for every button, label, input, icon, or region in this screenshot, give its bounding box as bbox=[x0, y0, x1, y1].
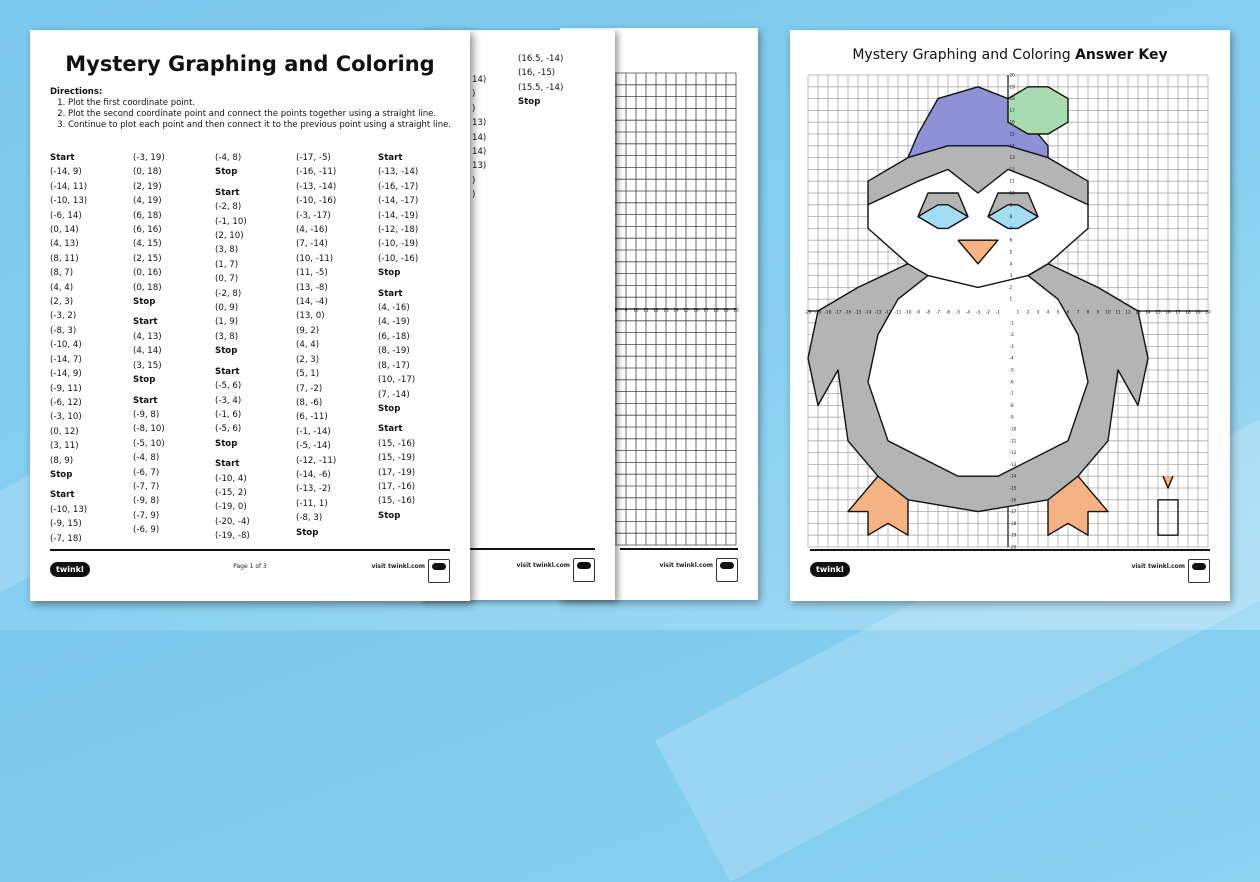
start-label: Start bbox=[50, 490, 75, 501]
coordinate-column bbox=[133, 151, 165, 538]
start-label: Start bbox=[215, 187, 240, 198]
x-tick-label: 10 bbox=[633, 307, 639, 313]
coordinate-pair: (0, 14) bbox=[50, 225, 79, 236]
x-tick-label: 14 bbox=[673, 307, 679, 313]
y-tick-label: 5 bbox=[1009, 249, 1013, 255]
x-tick-label: 5 bbox=[1056, 309, 1060, 315]
coordinate-pair: (1, 7) bbox=[215, 259, 239, 270]
coordinate-pair: (-2, 8) bbox=[215, 202, 242, 213]
y-tick-label: -8 bbox=[1009, 402, 1014, 408]
coordinate-column bbox=[378, 151, 418, 523]
y-tick-label: -6 bbox=[1009, 379, 1014, 385]
coordinate-pair: (4, 13) bbox=[50, 239, 79, 250]
quality-badge-icon bbox=[428, 559, 450, 583]
x-tick-label: -13 bbox=[874, 309, 882, 315]
coordinate-pair: ) bbox=[472, 190, 476, 201]
x-tick-label: 19 bbox=[723, 307, 729, 313]
x-tick-label: 19 bbox=[1195, 309, 1201, 315]
coordinate-pair: (4, -16) bbox=[378, 303, 410, 314]
coordinate-pair: (5, 1) bbox=[296, 369, 320, 380]
x-tick-label: -7 bbox=[935, 309, 941, 315]
footer-website[interactable]: visit twinkl.com bbox=[516, 562, 570, 569]
coordinate-pair: (-6, 12) bbox=[50, 397, 82, 408]
y-tick-label: -13 bbox=[1009, 461, 1017, 467]
y-tick-label: -14 bbox=[1009, 473, 1017, 479]
y-tick-label: -17 bbox=[1009, 509, 1017, 515]
y-tick-label: 2 bbox=[1009, 284, 1013, 290]
coordinate-pair: (-1, 6) bbox=[215, 409, 242, 420]
y-tick-label: 14 bbox=[1009, 143, 1015, 149]
coordinate-pair: (-7, 7) bbox=[133, 481, 160, 492]
stop-label: Stop bbox=[215, 438, 238, 449]
coordinate-pair: (-3, -17) bbox=[296, 210, 331, 221]
twinkl-logo[interactable]: twinkl bbox=[50, 562, 90, 577]
coordinate-pair: (10, -11) bbox=[296, 253, 334, 264]
coordinate-pair: (2, 19) bbox=[133, 181, 162, 192]
y-tick-label: 18 bbox=[1009, 96, 1015, 102]
y-tick-label: -9 bbox=[1009, 414, 1014, 420]
x-tick-label: 8 bbox=[1086, 309, 1090, 315]
coordinate-pair: (-5, -14) bbox=[296, 441, 331, 452]
shape-fill-white bbox=[868, 276, 1088, 477]
coordinate-pair: ) bbox=[472, 103, 476, 114]
coordinate-pair: (8, -17) bbox=[378, 360, 410, 371]
coordinate-pair: (2, 10) bbox=[215, 231, 244, 242]
x-tick-label: -2 bbox=[985, 309, 991, 315]
coordinate-pair: (6, 18) bbox=[133, 210, 162, 221]
coordinate-pair: (-5, 6) bbox=[215, 424, 242, 435]
title-bold: Answer Key bbox=[1075, 47, 1168, 63]
y-tick-label: -4 bbox=[1009, 355, 1014, 361]
y-tick-label: -15 bbox=[1009, 485, 1017, 491]
quality-badge-icon bbox=[1188, 559, 1210, 583]
coordinate-pair: (-8, 3) bbox=[50, 325, 77, 336]
coordinate-pair: (2, 3) bbox=[296, 354, 320, 365]
x-tick-label: 12 bbox=[1125, 309, 1131, 315]
x-tick-label: -5 bbox=[955, 309, 961, 315]
y-tick-label: 7 bbox=[1009, 225, 1013, 231]
coordinate-pair: (6, 16) bbox=[133, 225, 162, 236]
start-label: Start bbox=[50, 153, 75, 163]
coordinate-pair: (4, 4) bbox=[296, 340, 320, 351]
y-tick-label: -18 bbox=[1009, 520, 1017, 526]
y-tick-label: 15 bbox=[1009, 131, 1015, 137]
x-tick-label: 14 bbox=[1145, 309, 1151, 315]
coordinate-column bbox=[518, 52, 563, 110]
direction-step: 2. Plot the second coordinate point and connect the points together using a straight line. bbox=[68, 109, 451, 120]
x-tick-label: 20 bbox=[1205, 309, 1211, 315]
x-tick-label: -6 bbox=[945, 309, 951, 315]
coordinate-pair: (-14, -17) bbox=[378, 196, 419, 207]
x-tick-label: -18 bbox=[824, 309, 832, 315]
x-tick-label: -14 bbox=[864, 309, 872, 315]
y-tick-label: 12 bbox=[1009, 166, 1015, 172]
coordinate-pair: (6, -11) bbox=[296, 412, 328, 423]
start-label: Start bbox=[215, 366, 240, 377]
x-tick-label: -8 bbox=[925, 309, 931, 315]
coordinate-pair: (-16, -17) bbox=[378, 181, 419, 192]
stop-label: Stop bbox=[378, 403, 401, 414]
coordinate-pair: (17, -19) bbox=[378, 467, 416, 478]
answer-key-grid bbox=[804, 72, 1211, 550]
x-tick-label: 2 bbox=[1026, 309, 1030, 315]
coordinate-pair: (4, 4) bbox=[50, 282, 74, 293]
coordinate-pair: (1, 9) bbox=[215, 317, 239, 328]
y-tick-label: 20 bbox=[1009, 72, 1015, 78]
stop-label: Stop bbox=[50, 469, 73, 480]
x-tick-label: 16 bbox=[693, 307, 699, 313]
coordinate-pair: (0, 18) bbox=[133, 167, 162, 178]
coordinate-pair: (-10, 4) bbox=[215, 473, 247, 484]
coordinate-pair: (-14, -6) bbox=[296, 469, 331, 480]
x-tick-label: -20 bbox=[804, 309, 812, 315]
answer-key-page bbox=[790, 30, 1230, 601]
y-tick-label: 1 bbox=[1009, 296, 1013, 302]
coordinate-pair: (15, -16) bbox=[378, 496, 416, 507]
x-tick-label: 20 bbox=[733, 307, 739, 313]
coordinate-pair: (13, -8) bbox=[296, 282, 328, 293]
stop-label: Stop bbox=[296, 527, 319, 538]
footer-website[interactable]: visit twinkl.com bbox=[1131, 563, 1185, 570]
x-tick-label: 18 bbox=[713, 307, 719, 313]
stop-label: Stop bbox=[133, 297, 156, 308]
coordinate-pair: (3, 8) bbox=[215, 331, 239, 342]
start-label: Start bbox=[133, 317, 158, 328]
y-tick-label: 4 bbox=[1009, 261, 1013, 267]
answer-key-title bbox=[790, 47, 1230, 63]
x-tick-label: 17 bbox=[703, 307, 709, 313]
coordinate-pair: (-4, 8) bbox=[215, 153, 242, 163]
coordinate-column bbox=[215, 151, 250, 544]
y-tick-label: 10 bbox=[1009, 190, 1015, 196]
x-tick-label: -16 bbox=[844, 309, 852, 315]
y-tick-label: -12 bbox=[1009, 450, 1017, 456]
y-tick-label: -3 bbox=[1009, 343, 1014, 349]
coordinate-pair: (-11, 1) bbox=[296, 498, 328, 509]
coordinate-pair: ) bbox=[472, 89, 476, 100]
coordinate-pair: (-6, 14) bbox=[50, 210, 82, 221]
coordinate-pair: (-3, 10) bbox=[50, 412, 82, 423]
coordinate-pair: (-14, -19) bbox=[378, 210, 419, 221]
coordinate-pair: (6, -18) bbox=[378, 331, 410, 342]
coordinate-pair: (-15, 2) bbox=[215, 487, 247, 498]
y-tick-label: 13 bbox=[1009, 155, 1015, 161]
coordinate-pair: (0, 18) bbox=[133, 282, 162, 293]
y-tick-label: -7 bbox=[1009, 391, 1014, 397]
coordinate-pair: (9, 2) bbox=[296, 325, 320, 336]
footer-divider bbox=[470, 548, 595, 550]
y-tick-label: 11 bbox=[1009, 178, 1015, 184]
coordinate-pair: (11, -5) bbox=[296, 268, 328, 279]
x-tick-label: 7 bbox=[1076, 309, 1080, 315]
coordinate-pair: ) bbox=[472, 175, 476, 186]
coordinate-pair: (3, 15) bbox=[133, 360, 162, 371]
coordinate-pair: (-16, -11) bbox=[296, 167, 337, 178]
start-label: Start bbox=[378, 288, 403, 299]
coordinate-pair: (15, -19) bbox=[378, 453, 416, 464]
coordinate-pair: (-3, 2) bbox=[50, 311, 77, 322]
coordinate-pair: (-8, 10) bbox=[133, 424, 165, 435]
coordinate-pair: (0, 12) bbox=[50, 426, 79, 437]
footer-website[interactable]: visit twinkl.com bbox=[371, 563, 425, 570]
coordinate-pair: 13) bbox=[472, 118, 487, 129]
coordinate-pair: (3, 8) bbox=[215, 245, 239, 256]
x-tick-label: 10 bbox=[1105, 309, 1111, 315]
coordinate-pair: 13) bbox=[472, 161, 487, 172]
y-tick-label: 8 bbox=[1009, 214, 1013, 220]
coordinate-pair: (-7, 18) bbox=[50, 533, 82, 544]
coordinate-pair: (-10, -16) bbox=[378, 253, 419, 264]
coordinate-pair: (4, 19) bbox=[133, 196, 162, 207]
coordinate-pair: (17, -16) bbox=[378, 481, 416, 492]
coordinate-pair: (-1, -14) bbox=[296, 426, 331, 437]
x-tick-label: 17 bbox=[1175, 309, 1181, 315]
x-tick-label: -9 bbox=[915, 309, 921, 315]
coordinate-column bbox=[50, 151, 87, 546]
coordinate-pair: (-20, -4) bbox=[215, 516, 250, 527]
y-tick-label: 16 bbox=[1009, 119, 1015, 125]
coordinate-pair: (-3, 4) bbox=[215, 395, 242, 406]
y-tick-label: -5 bbox=[1009, 367, 1014, 373]
coordinate-pair: (-10, -16) bbox=[296, 196, 337, 207]
coordinate-pair: (4, 15) bbox=[133, 239, 162, 250]
coordinate-pair: (16, -15) bbox=[518, 68, 556, 79]
page-number: Page 1 of 3 bbox=[233, 563, 267, 570]
coordinate-pair: (7, -14) bbox=[296, 239, 328, 250]
coordinate-pair: (-14, 7) bbox=[50, 354, 82, 365]
x-tick-label: -15 bbox=[854, 309, 862, 315]
coordinate-pair: (-13, -14) bbox=[378, 167, 419, 178]
x-tick-label: -19 bbox=[814, 309, 822, 315]
coordinate-pair: (16.5, -14) bbox=[518, 54, 564, 64]
coordinate-pair: (-12, -11) bbox=[296, 455, 337, 466]
stop-label: Stop bbox=[518, 97, 541, 108]
coordinate-pair: (2, 15) bbox=[133, 253, 162, 264]
coordinate-pair: (0, 9) bbox=[215, 303, 239, 314]
coordinate-pair: (-3, 19) bbox=[133, 153, 165, 163]
y-tick-label: -16 bbox=[1009, 497, 1017, 503]
y-tick-label: -11 bbox=[1009, 438, 1017, 444]
coordinate-pair: (15, -16) bbox=[378, 438, 416, 449]
coordinate-pair: (-9, 8) bbox=[133, 409, 160, 420]
coordinate-pair: (8, 7) bbox=[50, 268, 74, 279]
start-label: Start bbox=[378, 424, 403, 435]
coordinate-pair: (-5, 10) bbox=[133, 438, 165, 449]
coordinate-pair: (-14, 9) bbox=[50, 369, 82, 380]
coordinate-pair: 14) bbox=[472, 75, 487, 85]
x-tick-label: -17 bbox=[834, 309, 842, 315]
x-tick-label: 15 bbox=[683, 307, 689, 313]
worksheet-page-1 bbox=[30, 30, 470, 601]
twinkl-logo[interactable]: twinkl bbox=[810, 562, 850, 577]
x-tick-label: 6 bbox=[1066, 309, 1070, 315]
coordinate-pair: (-10, 4) bbox=[50, 340, 82, 351]
coordinate-pair: (-6, 9) bbox=[133, 525, 160, 536]
partial-coordinate-column bbox=[472, 73, 486, 203]
x-tick-label: 1 bbox=[1016, 309, 1020, 315]
x-tick-label: 13 bbox=[1135, 309, 1141, 315]
coordinate-pair: (-10, 13) bbox=[50, 504, 88, 515]
coordinate-pair: (-10, 13) bbox=[50, 196, 88, 207]
footer-divider bbox=[620, 548, 738, 550]
coordinate-pair: 14) bbox=[472, 132, 487, 143]
x-tick-label: 18 bbox=[1185, 309, 1191, 315]
coordinate-pair: (7, -14) bbox=[378, 389, 410, 400]
start-label: Start bbox=[215, 459, 240, 470]
y-tick-label: 3 bbox=[1009, 273, 1013, 279]
x-tick-label: -4 bbox=[965, 309, 971, 315]
directions bbox=[50, 87, 451, 131]
coordinate-pair: (-1, 10) bbox=[215, 216, 247, 227]
x-tick-label: -10 bbox=[904, 309, 912, 315]
coordinate-pair: (-4, 8) bbox=[133, 453, 160, 464]
y-tick-label: 17 bbox=[1009, 107, 1015, 113]
quality-badge-icon bbox=[716, 558, 738, 582]
y-tick-label: -19 bbox=[1009, 532, 1017, 538]
title-text: Mystery Graphing and Coloring bbox=[852, 47, 1076, 63]
coordinate-pair: (4, -19) bbox=[378, 317, 410, 328]
coordinate-pair: (-10, -19) bbox=[378, 239, 419, 250]
coordinate-pair: (-13, -2) bbox=[296, 484, 331, 495]
x-tick-label: 3 bbox=[1036, 309, 1040, 315]
coordinate-pair: (-8, 3) bbox=[296, 513, 323, 524]
x-tick-label: 15 bbox=[1155, 309, 1161, 315]
x-tick-label: -3 bbox=[975, 309, 981, 315]
footer-website[interactable]: visit twinkl.com bbox=[659, 562, 713, 569]
y-tick-label: -20 bbox=[1009, 544, 1017, 550]
coordinate-pair: (8, 11) bbox=[50, 253, 79, 264]
coordinate-pair: (-14, 11) bbox=[50, 181, 88, 192]
y-tick-label: 6 bbox=[1009, 237, 1013, 243]
coordinate-pair: (-14, 9) bbox=[50, 167, 82, 178]
x-tick-label: 8 bbox=[614, 307, 618, 313]
x-tick-label: 11 bbox=[1115, 309, 1121, 315]
x-tick-label: -1 bbox=[995, 309, 1001, 315]
direction-step: 3. Continue to plot each point and then connect it to the previous point using a straight line. bbox=[68, 120, 451, 131]
y-tick-label: 9 bbox=[1009, 202, 1013, 208]
stop-label: Stop bbox=[215, 346, 238, 357]
x-tick-label: -12 bbox=[884, 309, 892, 315]
y-tick-label: -10 bbox=[1009, 426, 1017, 432]
y-tick-label: -1 bbox=[1009, 320, 1014, 326]
coordinate-pair: (0, 16) bbox=[133, 268, 162, 279]
x-tick-label: 13 bbox=[663, 307, 669, 313]
quality-badge-icon bbox=[573, 558, 595, 582]
x-tick-label: 11 bbox=[643, 307, 649, 313]
y-tick-label: -2 bbox=[1009, 332, 1014, 338]
coordinate-pair: (-9, 15) bbox=[50, 519, 82, 530]
coordinate-pair: (-19, 0) bbox=[215, 502, 247, 513]
coordinate-pair: (-7, 9) bbox=[133, 510, 160, 521]
coordinate-pair: (4, -16) bbox=[296, 225, 328, 236]
coordinate-pair: (-17, -5) bbox=[296, 153, 331, 163]
coordinate-pair: (15.5, -14) bbox=[518, 82, 564, 93]
stop-label: Stop bbox=[378, 268, 401, 279]
coordinate-pair: (0, 7) bbox=[215, 274, 239, 285]
stop-label: Stop bbox=[215, 167, 238, 178]
worksheet-title: Mystery Graphing and Coloring bbox=[65, 52, 435, 76]
coordinate-pair: (-2, 8) bbox=[215, 288, 242, 299]
coordinate-pair: (-6, 7) bbox=[133, 467, 160, 478]
coordinate-pair: (-9, 8) bbox=[133, 496, 160, 507]
coordinate-pair: (7, -2) bbox=[296, 383, 323, 394]
coordinate-pair: (2, 3) bbox=[50, 297, 74, 308]
coordinate-pair: (4, 14) bbox=[133, 346, 162, 357]
coordinate-pair: (14, -4) bbox=[296, 297, 328, 308]
coordinate-pair: (3, 11) bbox=[50, 441, 79, 452]
footer-divider bbox=[810, 549, 1210, 551]
directions-label: Directions: bbox=[50, 87, 103, 97]
coordinate-pair: (8, -19) bbox=[378, 346, 410, 357]
coordinate-pair: (10, -17) bbox=[378, 375, 416, 386]
coordinate-pair: (-12, -18) bbox=[378, 225, 419, 236]
start-label: Start bbox=[133, 395, 158, 406]
stop-label: Stop bbox=[378, 510, 401, 521]
coordinate-pair: (8, -6) bbox=[296, 397, 323, 408]
coordinate-pair: (-5, 6) bbox=[215, 381, 242, 392]
coordinate-pair: 14) bbox=[472, 147, 487, 158]
x-tick-label: 9 bbox=[624, 307, 628, 313]
start-label: Start bbox=[378, 153, 403, 163]
x-tick-label: 12 bbox=[653, 307, 659, 313]
x-tick-label: 16 bbox=[1165, 309, 1171, 315]
coordinate-pair: (13, 0) bbox=[296, 311, 325, 322]
coordinate-pair: (4, 13) bbox=[133, 331, 162, 342]
direction-step: 1. Plot the first coordinate point. bbox=[68, 98, 451, 109]
coordinate-pair: (8, 9) bbox=[50, 455, 74, 466]
footer-divider bbox=[50, 549, 450, 551]
coordinate-pair: (-13, -14) bbox=[296, 181, 337, 192]
x-tick-label: 9 bbox=[1096, 309, 1100, 315]
y-tick-label: 19 bbox=[1009, 84, 1015, 90]
stop-label: Stop bbox=[133, 375, 156, 386]
coordinate-column bbox=[296, 151, 336, 540]
coordinate-pair: (-19, -8) bbox=[215, 531, 250, 542]
x-tick-label: -11 bbox=[894, 309, 902, 315]
x-tick-label: 4 bbox=[1046, 309, 1050, 315]
coordinate-pair: (-9, 11) bbox=[50, 383, 82, 394]
